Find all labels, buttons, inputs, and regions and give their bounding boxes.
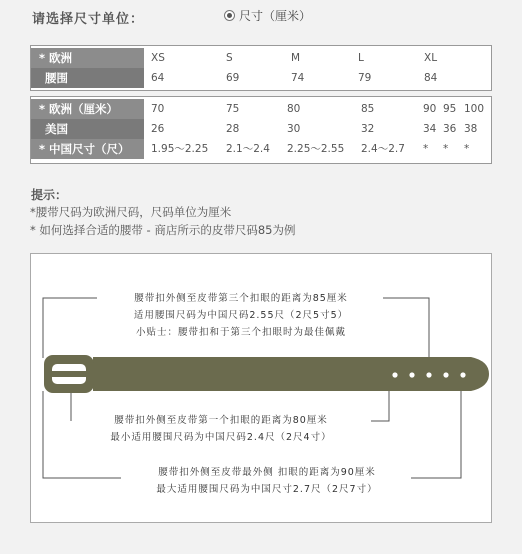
note-middle — [71, 412, 371, 446]
row-label: 美国 — [31, 119, 144, 139]
note-line: 最小适用腰围尺码为中国尺码2.4尺（2尺4寸） — [110, 432, 332, 443]
buckle-prong — [52, 371, 90, 377]
table-cell: 28 — [226, 123, 240, 135]
row-label: * 欧洲（厘米） — [31, 99, 144, 119]
size-table-conversion — [30, 96, 492, 164]
table-row — [31, 68, 491, 88]
bracket-line — [43, 298, 97, 358]
note-line: 小贴士：腰带扣和于第三个扣眼时为最佳佩戴 — [135, 327, 346, 338]
tip-line: *腰带尺码为欧洲尺码，尺码单位为厘米 — [30, 205, 232, 219]
table-cell: 36 — [443, 123, 457, 135]
table-cell: 32 — [361, 123, 375, 135]
table-cell: 30 — [287, 123, 301, 135]
table-row — [31, 119, 491, 139]
row-label: * 中国尺寸（尺） — [31, 139, 144, 159]
table-cell: 100 — [464, 103, 485, 115]
row-label: 腰围 — [31, 68, 144, 88]
table-cell: 75 — [226, 103, 240, 115]
note-line: 腰带扣外侧至皮带第三个扣眼的距离为85厘米 — [134, 293, 348, 304]
table-cell: 95 — [443, 103, 457, 115]
table-cell: * — [443, 143, 449, 155]
note-line: 最大适用腰围尺码为中国尺寸2.7尺（2尺7寸） — [156, 484, 378, 495]
table-cell: 69 — [226, 72, 240, 84]
table-cell: 34 — [423, 123, 437, 135]
tip-line: * 如何选择合适的腰带 - 商店所示的皮带尺码85为例 — [30, 223, 296, 237]
unit-radio-cm[interactable] — [224, 7, 311, 24]
note-bottom — [119, 464, 415, 498]
table-cell: 80 — [287, 103, 301, 115]
note-line: 适用腰围尺码为中国尺码2.55尺（2尺5寸5） — [133, 310, 349, 321]
row-label: * 欧洲 — [31, 48, 144, 68]
tips-title: 提示： — [31, 188, 68, 202]
belt-hole — [409, 372, 414, 377]
belt-hole — [443, 372, 448, 377]
table-cell: 70 — [151, 103, 165, 115]
bracket-line — [411, 391, 461, 478]
table-cell: * — [464, 143, 470, 155]
table-cell: 2.25～2.55 — [287, 143, 345, 155]
table-cell: 79 — [358, 72, 372, 84]
table-cell: 84 — [424, 72, 438, 84]
table-cell: 74 — [291, 72, 305, 84]
size-table-europe — [30, 45, 492, 91]
table-cell: * — [423, 143, 429, 155]
table-cell: XL — [424, 52, 438, 64]
table-cell: M — [291, 52, 301, 64]
table-row — [31, 99, 491, 119]
table-cell: 2.1～2.4 — [226, 143, 270, 155]
table-cell: 64 — [151, 72, 165, 84]
table-cell: 2.4～2.7 — [361, 143, 405, 155]
belt-hole — [460, 372, 465, 377]
table-row — [31, 139, 491, 159]
belt-hole — [392, 372, 397, 377]
table-cell: 26 — [151, 123, 165, 135]
table-row — [31, 48, 491, 68]
bracket-line — [371, 391, 389, 421]
table-cell: 38 — [464, 123, 478, 135]
table-cell: L — [358, 52, 364, 64]
table-cell: 1.95～2.25 — [151, 143, 209, 155]
unit-radio-label: 尺寸（厘米） — [239, 9, 312, 23]
radio-selected-icon[interactable] — [224, 10, 235, 21]
table-cell: 90 — [423, 103, 437, 115]
belt-hole — [426, 372, 431, 377]
table-cell: S — [226, 52, 233, 64]
note-top — [91, 290, 391, 341]
note-line: 腰带扣外侧至皮带第一个扣眼的距离为80厘米 — [114, 415, 328, 426]
table-cell: 85 — [361, 103, 375, 115]
unit-select-label: 请选择尺寸单位： — [32, 12, 145, 27]
belt-size-diagram — [30, 253, 492, 523]
note-line: 腰带扣外侧至皮带最外侧 扣眼的距离为90厘米 — [158, 467, 376, 478]
table-cell: XS — [151, 52, 165, 64]
